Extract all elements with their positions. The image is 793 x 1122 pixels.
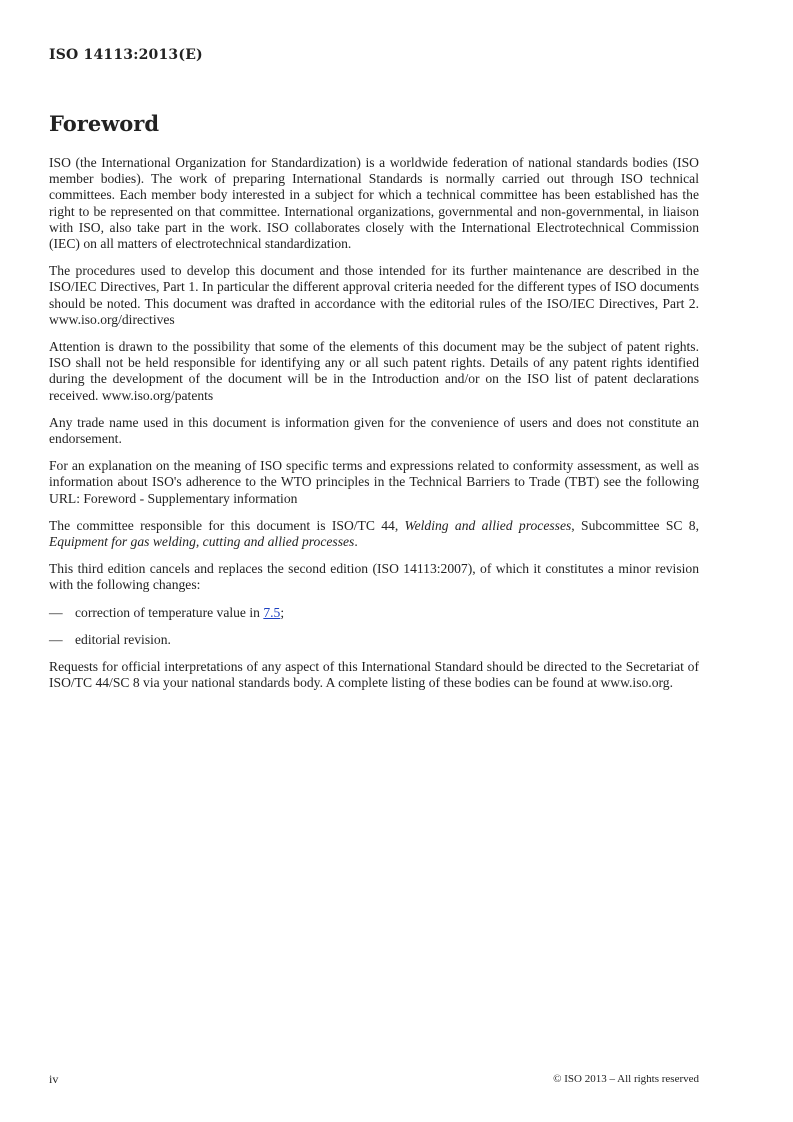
committee-text-3: .: [354, 534, 358, 550]
committee-text-2: , Subcommittee SC 8,: [571, 517, 700, 533]
committee-text-1: The committee responsible for this document is ISO/TC 44,: [49, 517, 405, 533]
paragraph-patents: Attention is drawn to the possibility that some of the elements of this document may be the subject of patent rights. ISO shall not be held responsible for identifying any or all such patent rights. Details of any patent rights identified during the development of the document will be in the Introduction and/or on the ISO list of patent declarations received. www.iso.org/patents: [49, 339, 699, 403]
tc-name: Welding and allied processes: [404, 517, 572, 533]
foreword-body: [49, 155, 699, 702]
paragraph-committee: [49, 518, 699, 550]
list-item-1-end: ;: [280, 604, 285, 620]
paragraph-edition: This third edition cancels and replaces the second edition (ISO 14113:2007), of which it constitutes a minor revision with the following changes:: [49, 561, 699, 593]
clause-7-5-link[interactable]: 7.5: [263, 604, 281, 620]
paragraph-conformity: For an explanation on the meaning of ISO specific terms and expressions related to conformity assessment, as well as information about ISO's adherence to the WTO principles in the Technical Barriers to Trade (TBT) see the following URL: Foreword - Supplementary information: [49, 458, 699, 506]
sc-name: Equipment for gas welding, cutting and allied processes: [49, 534, 355, 550]
paragraph-trade-name: Any trade name used in this document is information given for the convenience of users and does not constitute an endorsement.: [49, 414, 699, 447]
dash-bullet: —: [49, 604, 63, 620]
list-item-2-text: editorial revision.: [75, 631, 171, 647]
page-number: iv: [49, 1072, 59, 1086]
paragraph-interpretations: Requests for official interpretations of any aspect of this International Standard should be directed to the Secretariat of ISO/TC 44/SC 8 via your national standards body. A complete listing of these bodies can be found at www.iso.org.: [49, 659, 699, 691]
list-item-text: [75, 605, 284, 621]
list-item: [49, 605, 699, 621]
document-id: ISO 14113:2013(E): [49, 47, 203, 63]
list-item-1-text: correction of temperature value in: [75, 604, 264, 620]
paragraph-procedures: The procedures used to develop this document and those intended for its further maintenance are described in the ISO/IEC Directives, Part 1. In particular the different approval criteria needed for the different types of ISO documents should be noted. This document was drafted in accordance with the editorial rules of the ISO/IEC Directives, Part 2. www.iso.org/directives: [49, 263, 699, 327]
dash-bullet: —: [49, 631, 63, 647]
list-item: [49, 632, 699, 648]
paragraph-iso-intro: ISO (the International Organization for Standardization) is a worldwide federation of national standards bodies (ISO member bodies). The work of preparing International Standards is normally carried out through ISO technical committees. Each member body interested in a subject for which a technical committee has been established has the right to be represented on that committee. International organizations, governmental and non-governmental, in liaison with ISO, also take part in the work. ISO collaborates closely with the International Electrotechnical Commission (IEC) on all matters of electrotechnical standardization.: [49, 155, 699, 252]
page-title: Foreword: [49, 111, 160, 136]
copyright-notice: © ISO 2013 – All rights reserved: [553, 1073, 699, 1085]
